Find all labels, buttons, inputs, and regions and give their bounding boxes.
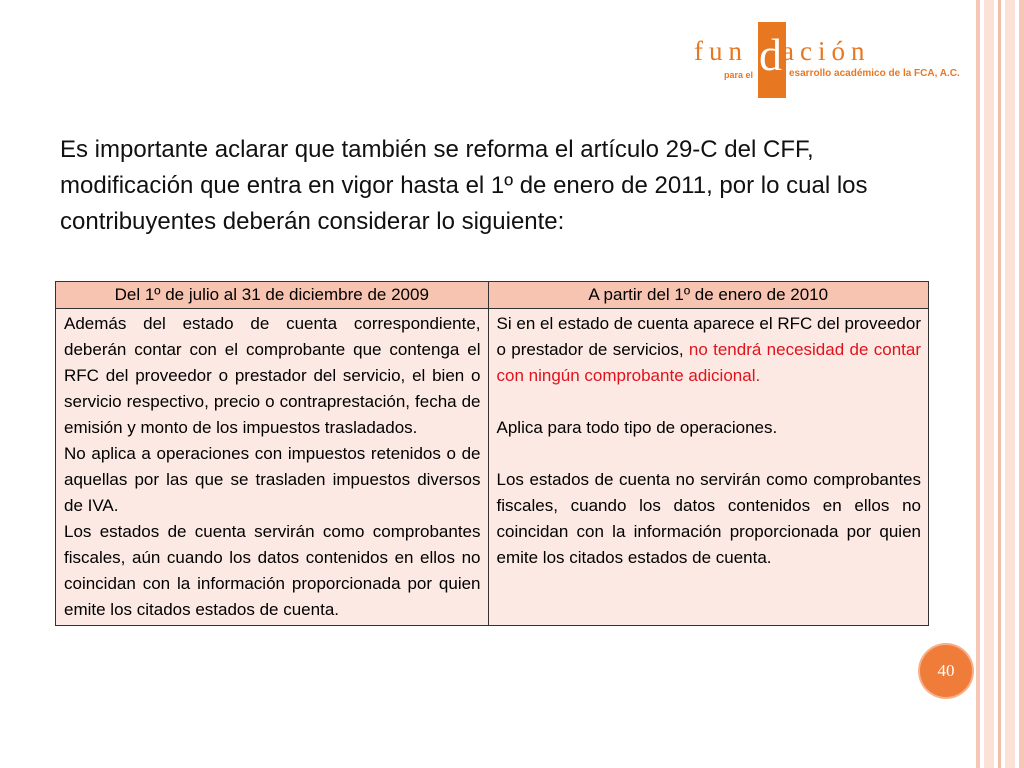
logo-text-end: ación [782, 36, 871, 66]
rule-2010-1 [497, 311, 921, 389]
page-number-badge: 40 [920, 645, 972, 697]
logo-subtitle-right: esarrollo académico de la FCA, A.C. [789, 68, 960, 79]
cell-2010 [488, 309, 928, 626]
decor-stripe [998, 0, 1001, 768]
header-2009: Del 1º de julio al 31 de diciembre de 2009 [56, 282, 489, 309]
decor-stripe [1019, 0, 1024, 768]
rule-2009-1: Además del estado de cuenta correspondiente, deberán contar con el comprobante que contenga el RFC del proveedor o prestador del servicio, el bien o servicio respectivo, precio o contraprestación, fecha de emisión y monto de los impuestos trasladados. [64, 314, 481, 437]
logo-subtitle-left: para el [724, 70, 754, 80]
rule-2010-3: Los estados de cuenta no servirán como comprobantes fiscales, cuando los datos contenidos en ellos no coincidan con la información proporcionada por quien emite los citados estados de cuenta. [496, 470, 921, 567]
rule-2010-1-text: Si en el estado de cuenta aparece el RFC del proveedor o prestador de servicios, [496, 314, 921, 359]
spacer [497, 389, 921, 415]
foundation-logo [690, 22, 980, 102]
logo-text-start: fun [694, 36, 748, 66]
comparison-table [55, 281, 929, 626]
cell-2009 [56, 309, 489, 626]
intro-paragraph: Es importante aclarar que también se reforma el artículo 29-C del CFF, modificación que entra en vigor hasta el 1º de enero de 2011, por lo cual los contribuyentes deberán considerar lo siguiente: [60, 136, 868, 235]
rule-2009-3: Los estados de cuenta servirán como comprobantes fiscales, aún cuando los datos contenidos en ellos no coincidan con la información proporcionada por quien emite los citados estados de cuenta. [64, 522, 481, 619]
decor-stripe [976, 0, 980, 768]
rule-2009-2: No aplica a operaciones con impuestos retenidos o de aquellas por las que se trasladen impuestos diversos de IVA. [64, 444, 481, 515]
rule-2010-2: Aplica para todo tipo de operaciones. [496, 418, 778, 437]
logo-d-letter: d [759, 29, 782, 80]
rule-2010-1-highlight: no tendrá necesidad de contar con ningún comprobante adicional. [496, 340, 922, 385]
decor-stripe [1005, 0, 1015, 768]
header-2010: A partir del 1º de enero de 2010 [488, 282, 928, 309]
spacer [497, 441, 921, 467]
table-header-row [56, 282, 929, 309]
decor-stripe [984, 0, 994, 768]
table-row [56, 309, 929, 626]
